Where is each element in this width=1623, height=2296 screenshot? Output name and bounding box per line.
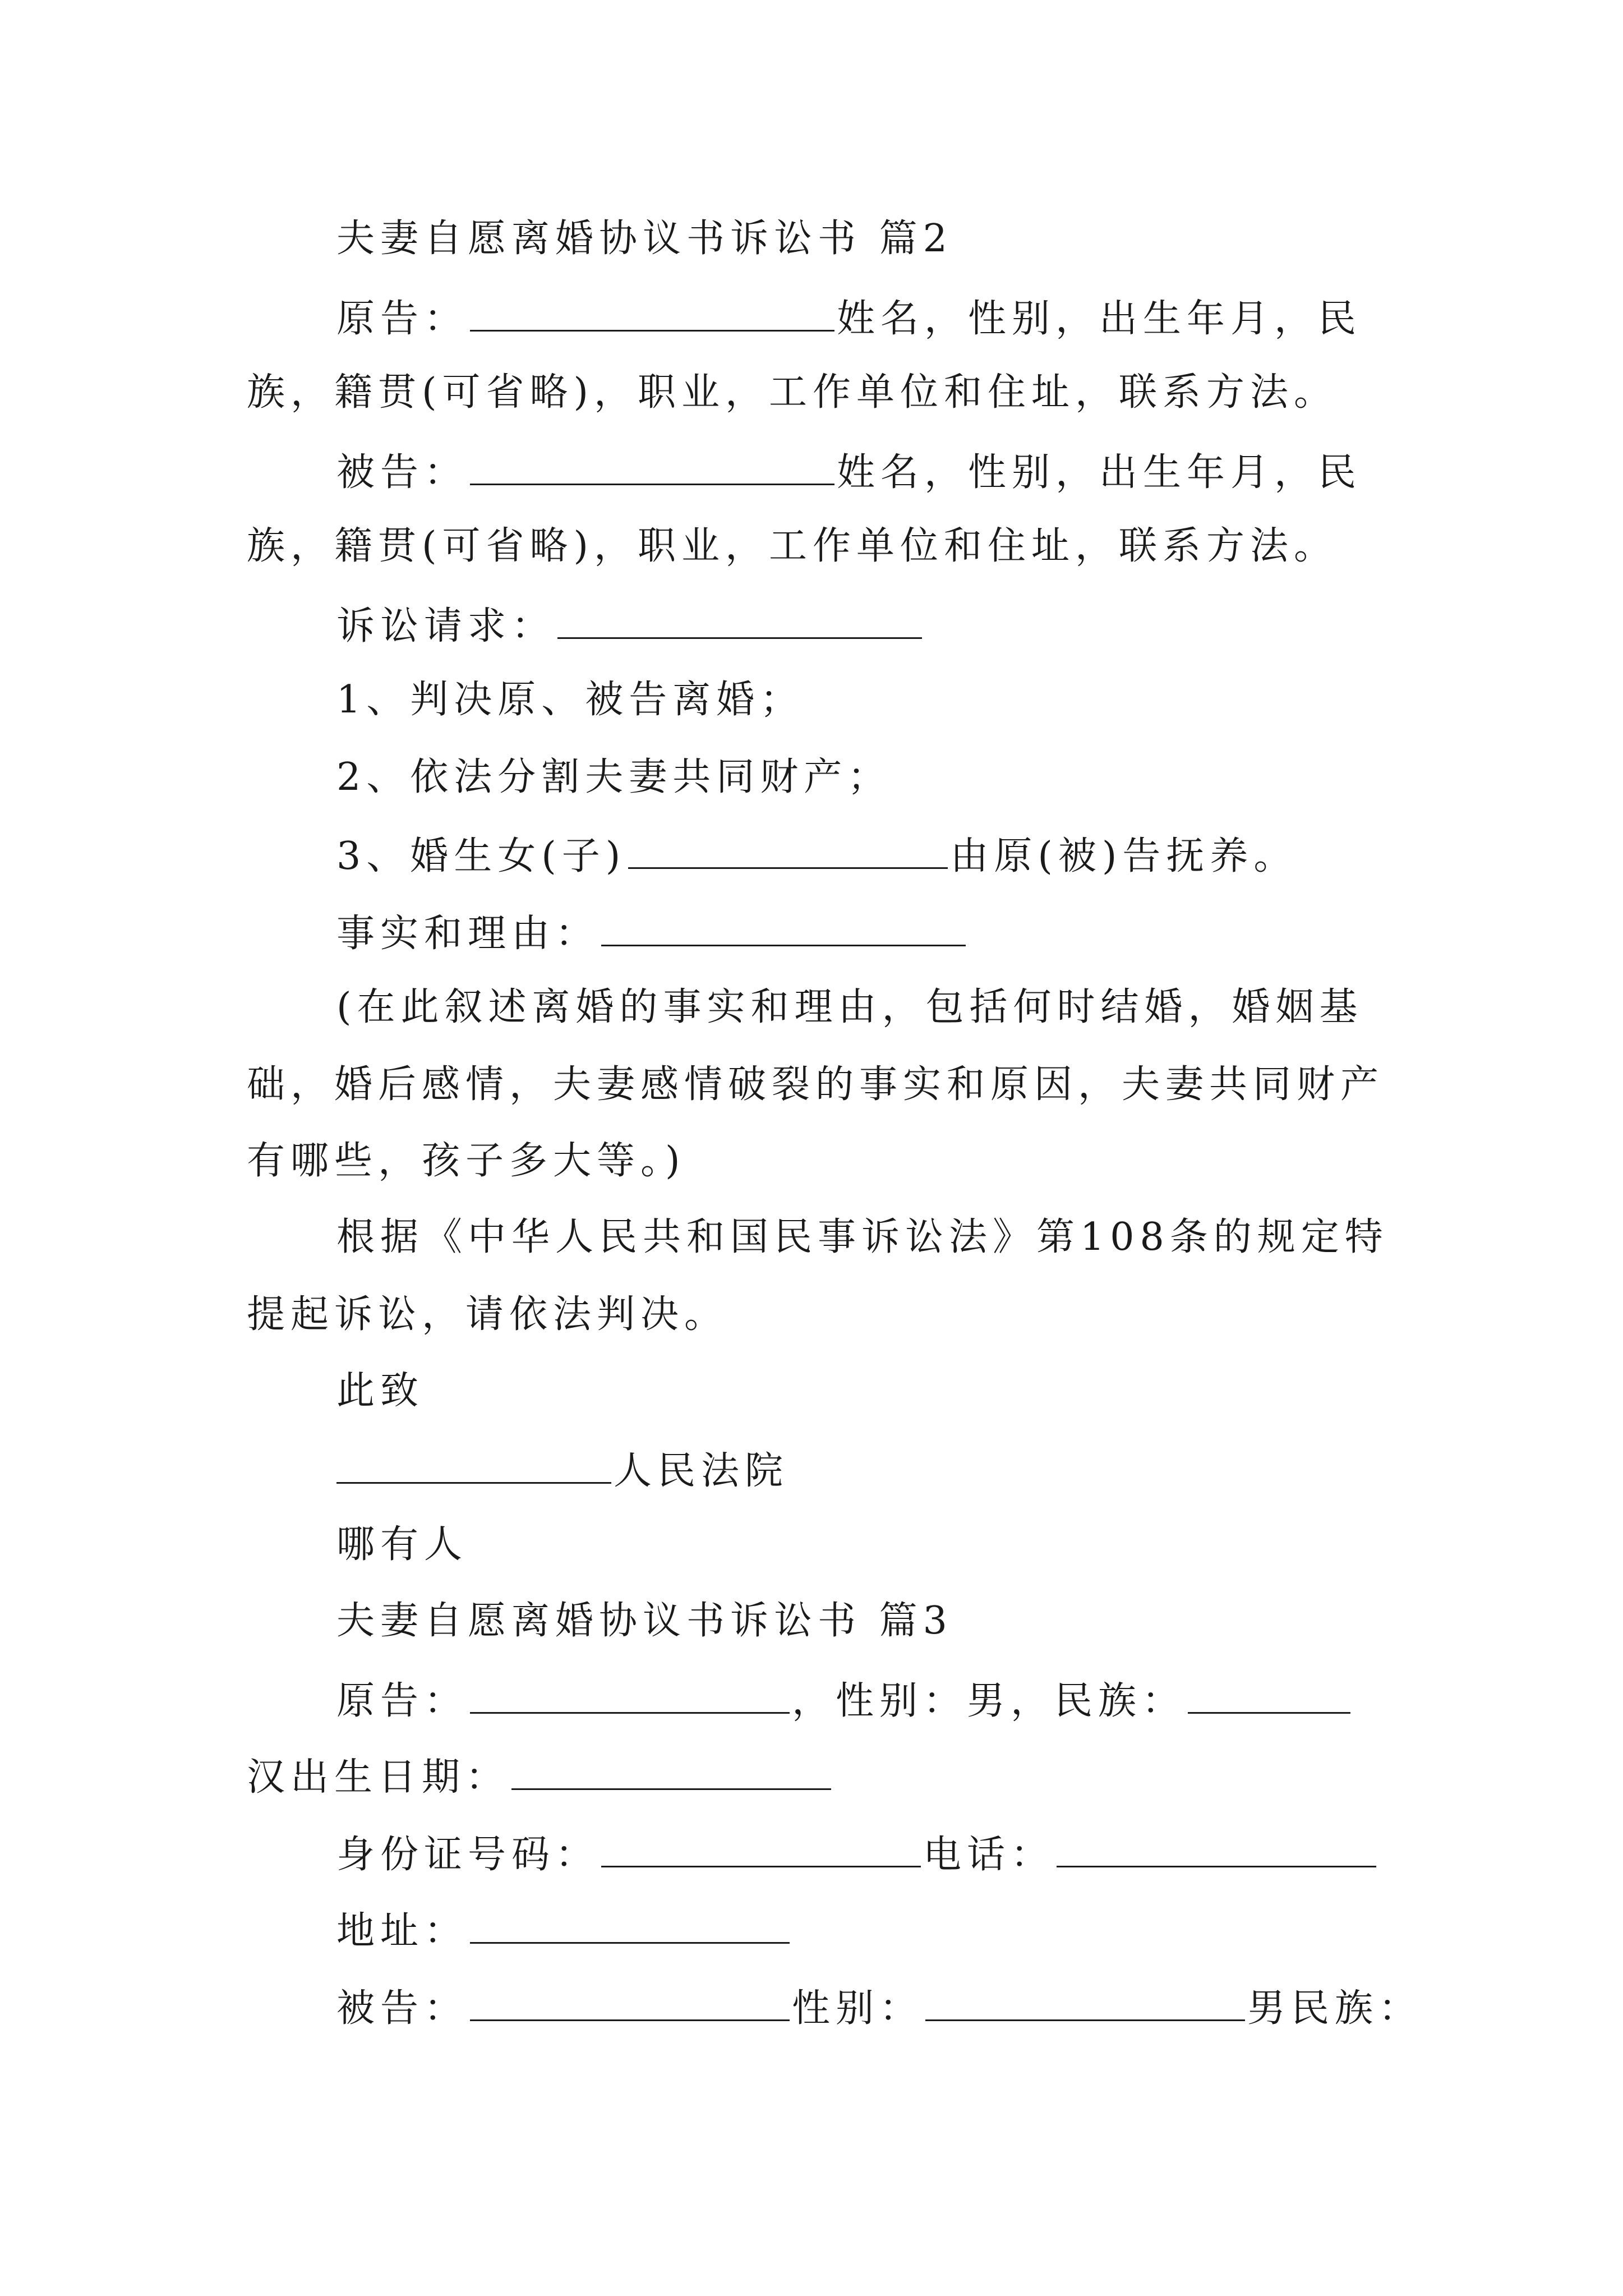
s3-plaintiff-label: 原告： [336,1679,468,1723]
court-blank [336,1450,611,1484]
s3-plaintiff-name-blank [470,1680,790,1714]
facts-text-3: 有哪些，孩子多大等。) [247,1139,686,1183]
s3-defendant-gender-label: 性别： [792,1986,924,2031]
section-3-heading: 夫妻自愿离婚协议书诉讼书 篇3 [336,1599,953,1643]
claim-3-prefix: 3、婚生女(子) [336,834,626,878]
section-2-heading: 夫妻自愿离婚协议书诉讼书 篇2 [336,217,953,261]
s3-ethnicity-blank [1188,1680,1350,1714]
claim-3 [336,835,1297,876]
closing: 此致 [336,1369,425,1413]
facts-text-2: 础，婚后感情，夫妻感情破裂的事实和原因，夫妻共同财产 [247,1062,1385,1107]
s3-defendant-label: 被告： [336,1986,468,2031]
s3-id-label: 身份证号码： [336,1833,600,1877]
facts-blank [601,912,966,946]
child-name-blank [628,835,948,869]
claims-blank [557,605,922,639]
s3-birth-blank [511,1756,831,1790]
s3-defendant-line [336,1986,1423,2031]
claim-1: 1、判决原、被告离婚； [336,678,804,722]
claim-2: 2、依法分割夫妻共同财产； [336,755,892,799]
s3-address-blank [470,1910,790,1944]
claims-label: 诉讼请求： [336,604,556,648]
defendant-line [336,450,1362,495]
facts-label: 事实和理由： [336,912,600,956]
defendant-desc-cont: 族，籍贯(可省略)，职业，工作单位和住址，联系方法。 [247,524,1338,568]
s3-phone-blank [1057,1833,1376,1867]
signature: 哪有人 [336,1522,468,1567]
plaintiff-desc-cont: 族，籍贯(可省略)，职业，工作单位和住址，联系方法。 [247,370,1338,415]
court-label: 人民法院 [614,1449,789,1493]
facts-text-1: (在此叙述离婚的事实和理由，包括何时结婚，婚姻基 [336,985,1363,1029]
s3-defendant-name-blank [470,1987,790,2021]
s3-birth-label: 汉出生日期： [247,1755,510,1800]
s3-id-line [336,1833,1378,1877]
plaintiff-name-blank [470,297,834,332]
defendant-label: 被告： [336,450,468,495]
s3-plaintiff-line [336,1679,1353,1723]
facts-line [336,912,968,956]
s3-phone-label: 电话： [923,1833,1055,1877]
s3-defendant-suffix: 男民族： [1247,1986,1423,2031]
s3-address-line [336,1909,792,1953]
s3-birth-line [247,1755,833,1800]
s3-gender-text: ，性别：男，民族： [792,1679,1186,1723]
plaintiff-label: 原告： [336,297,468,341]
s3-address-label: 地址： [336,1909,468,1953]
claims-line [336,605,924,646]
defendant-name-blank [470,451,834,485]
claim-3-suffix: 由原(被)告抚养。 [950,834,1298,878]
plaintiff-line [336,297,1362,341]
legal-basis-1: 根据《中华人民共和国民事诉讼法》第108条的规定特 [336,1215,1389,1259]
s3-defendant-gender-blank [925,1987,1245,2021]
court-line [336,1449,789,1493]
plaintiff-desc: 姓名，性别，出生年月，民 [837,297,1362,341]
defendant-desc: 姓名，性别，出生年月，民 [837,450,1362,495]
legal-basis-2: 提起诉讼，请依法判决。 [247,1292,728,1337]
s3-id-blank [601,1833,921,1867]
